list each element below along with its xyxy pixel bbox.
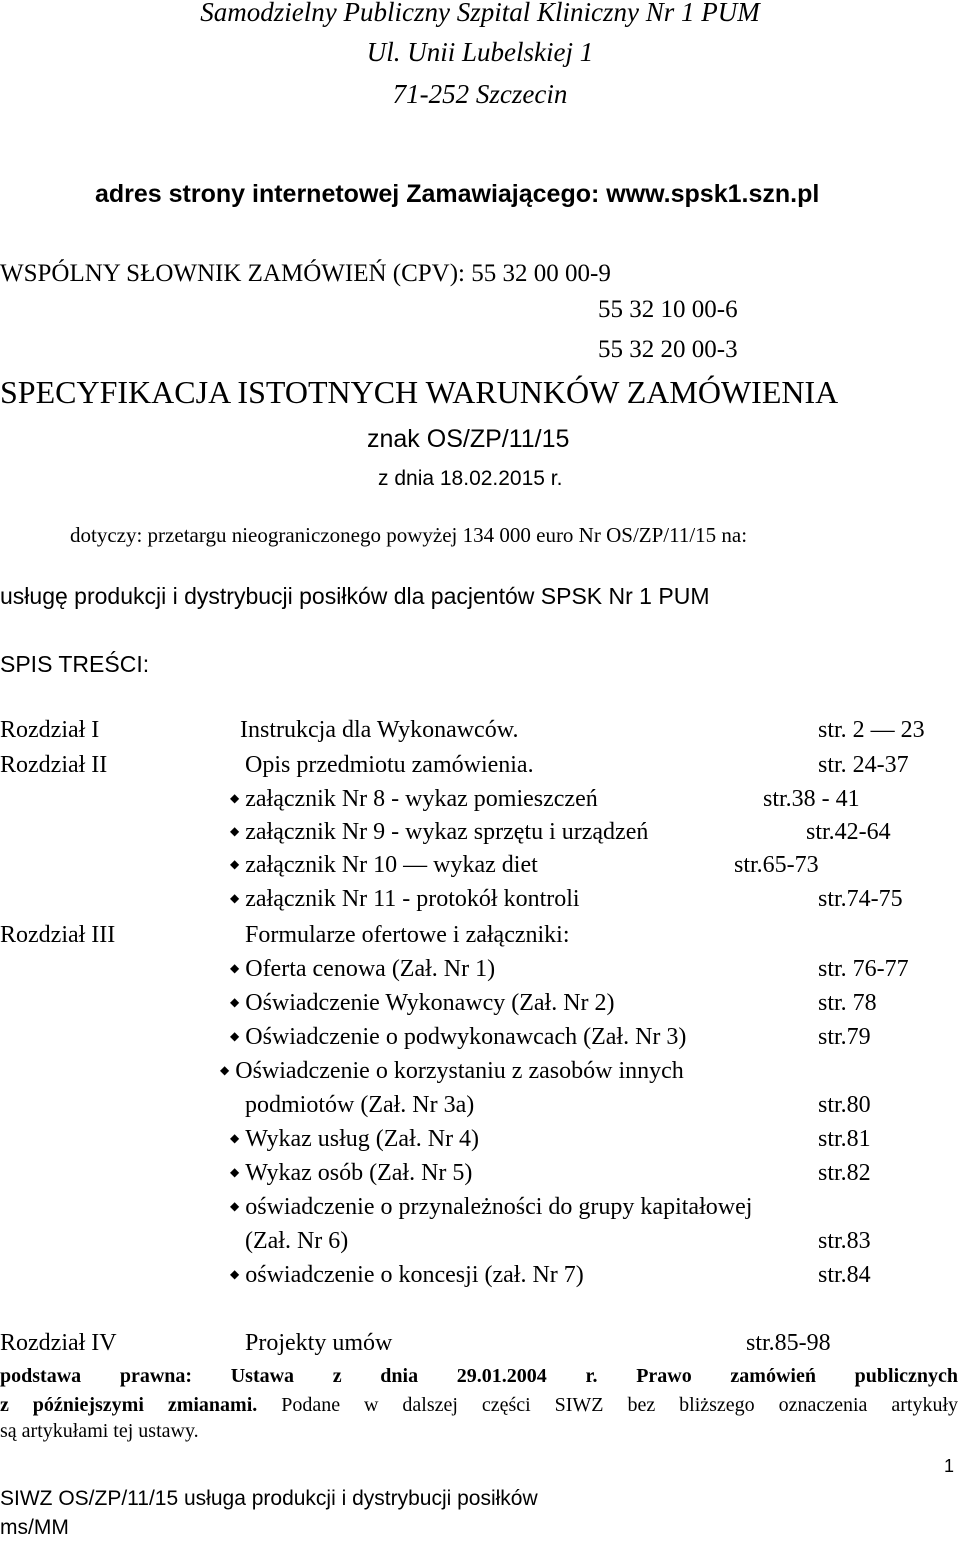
- toc-r2-item-page: str.38 - 41: [763, 786, 860, 812]
- toc-r3-item: ◆ Wykaz usług (Zał. Nr 4): [230, 1126, 479, 1153]
- footer-line-2: ms/MM: [0, 1516, 69, 1539]
- toc-r3-item-page: str. 78: [818, 990, 877, 1016]
- page-number: 1: [944, 1456, 955, 1476]
- toc-page-2: str. 24-37: [818, 752, 909, 778]
- sign-value: OS/ZP/11/15: [426, 425, 570, 453]
- toc-r3-item-page: str.81: [818, 1126, 871, 1152]
- toc-r2-item: ◆ załącznik Nr 8 - wykaz pomieszczeń: [230, 786, 598, 813]
- toc-r2-item: ◆ załącznik Nr 11 - protokół kontroli: [230, 886, 580, 913]
- hospital-name: Samodzielny Publiczny Szpital Kliniczny Nr 1 PUM: [200, 0, 760, 27]
- hospital-street: Ul. Unii Lubelskiej 1: [366, 37, 594, 67]
- toc-title-4: Projekty umów: [245, 1330, 393, 1356]
- toc-r3-item: ◆ oświadczenie o przynależności do grupy kapitałowej: [230, 1194, 752, 1221]
- legal-line-2: [0, 1391, 958, 1420]
- toc-r3-item-page: str.79: [818, 1024, 871, 1050]
- toc-title-1: Instrukcja dla Wykonawców.: [240, 717, 519, 743]
- toc-r2-item-page: str.74-75: [818, 886, 903, 912]
- toc-r3-item: ◆ Oświadczenie o podwykonawcach (Zał. Nr 3): [230, 1024, 686, 1051]
- toc-r3-item-page: str.84: [818, 1262, 871, 1288]
- document-title: SPECYFIKACJA ISTOTNYCH WARUNKÓW ZAMÓWIENIA: [0, 374, 839, 410]
- toc-r3-item-cont: (Zał. Nr 6): [245, 1228, 349, 1254]
- toc-r3-item: ◆ oświadczenie o koncesji (zał. Nr 7): [230, 1262, 584, 1289]
- toc-r3-item-page: str.80: [818, 1092, 871, 1118]
- toc-r3-item: ◆ Oferta cenowa (Zał. Nr 1): [230, 956, 495, 983]
- toc-r3-item-page: str.82: [818, 1160, 871, 1186]
- toc-r3-item: ◆ Oświadczenie Wykonawcy (Zał. Nr 2): [230, 990, 615, 1017]
- toc-r3-item-page: str.83: [818, 1228, 871, 1254]
- toc-page-4: str.85-98: [746, 1330, 831, 1356]
- toc-r3-item: ◆ Oświadczenie o korzystaniu z zasobów innych: [220, 1058, 684, 1085]
- toc-chapter-4: Rozdział IV: [0, 1330, 117, 1356]
- subject-line: usługę produkcji i dystrybucji posiłków dla pacjentów SPSK Nr 1 PUM: [0, 583, 710, 609]
- toc-r2-item-page: str.65-73: [734, 852, 819, 878]
- document-sign: [367, 425, 569, 454]
- toc-r2-item: ◆ załącznik Nr 9 - wykaz sprzętu i urządzeń: [230, 819, 648, 846]
- toc-title-3: Formularze ofertowe i załączniki:: [245, 922, 570, 948]
- toc-page-1: str. 2 — 23: [818, 717, 925, 743]
- legal-amendments: z późniejszymi zmianami.: [0, 1394, 258, 1416]
- legal-note: Podane w dalszej części SIWZ bez bliższego oznaczenia artykuły: [257, 1394, 959, 1416]
- toc-r3-item-page: str. 76-77: [818, 956, 909, 982]
- toc-chapter-3: Rozdział III: [0, 922, 116, 948]
- website-line: adres strony internetowej Zamawiającego: www.spsk1.szn.pl: [95, 180, 820, 208]
- legal-line-1: podstawa prawna: Ustawa z dnia 29.01.2004 r. Prawo zamówień publicznych: [0, 1365, 958, 1387]
- hospital-city: 71-252 Szczecin: [392, 79, 568, 109]
- toc-r2-item: ◆ załącznik Nr 10 — wykaz diet: [230, 852, 538, 879]
- cpv-code-3: 55 32 20 00-3: [598, 336, 738, 363]
- document-date: z dnia 18.02.2015 r.: [378, 467, 563, 490]
- toc-r3-item-cont: podmiotów (Zał. Nr 3a): [245, 1092, 475, 1118]
- footer-line-1: SIWZ OS/ZP/11/15 usługa produkcji i dystrybucji posiłków: [0, 1487, 538, 1510]
- toc-title-2: Opis przedmiotu zamówienia.: [245, 752, 534, 778]
- concerns-line: dotyczy: przetargu nieograniczonego powyżej 134 000 euro Nr OS/ZP/11/15 na:: [70, 523, 748, 547]
- cpv-code-2: 55 32 10 00-6: [598, 296, 738, 323]
- legal-line-3: są artykułami tej ustawy.: [0, 1420, 199, 1442]
- sign-prefix: znak: [367, 425, 427, 453]
- cpv-label: WSPÓLNY SŁOWNIK ZAMÓWIEŃ (CPV): 55 32 00 00-9: [0, 260, 611, 287]
- toc-chapter-1: Rozdział I: [0, 717, 100, 743]
- toc-r3-item: ◆ Wykaz osób (Zał. Nr 5): [230, 1160, 472, 1187]
- toc-chapter-2: Rozdział II: [0, 752, 108, 778]
- toc-heading: SPIS TREŚCI:: [0, 651, 150, 677]
- toc-r2-item-page: str.42-64: [806, 819, 891, 845]
